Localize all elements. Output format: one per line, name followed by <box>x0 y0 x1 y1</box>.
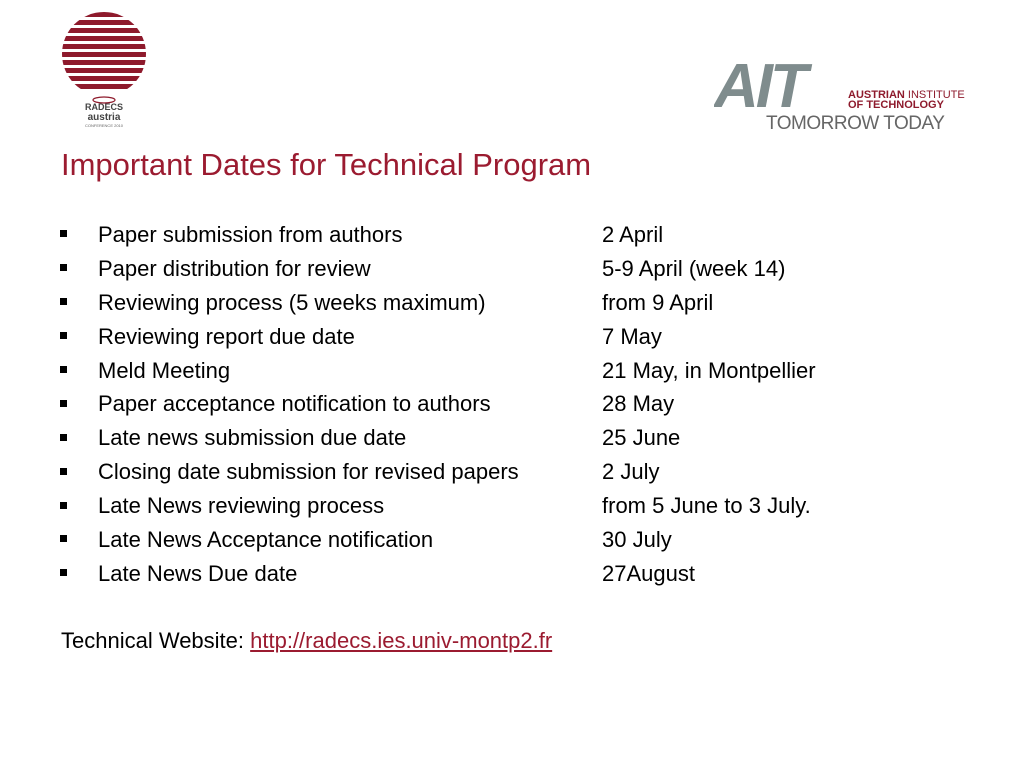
ait-logo-name-line2: OF TECHNOLOGY <box>848 99 944 111</box>
list-item <box>60 557 816 591</box>
item-label: Closing date submission for revised papers <box>98 459 519 485</box>
item-date: 30 July <box>602 527 672 553</box>
item-label: Reviewing process (5 weeks maximum) <box>98 289 486 315</box>
website-label: Technical Website: <box>61 628 251 653</box>
list-item <box>60 387 816 421</box>
item-date: 7 May <box>602 323 662 349</box>
technical-website <box>61 624 552 658</box>
item-label: Meld Meeting <box>98 357 231 383</box>
list-item <box>60 320 816 354</box>
square-bullet-icon <box>60 569 67 576</box>
item-date: 2 July <box>602 459 660 485</box>
item-date: 27August <box>602 560 695 586</box>
website-link[interactable]: http://radecs.ies.univ-montp2.fr <box>250 628 553 653</box>
square-bullet-icon <box>60 298 67 305</box>
item-label: Paper acceptance notification to authors <box>98 391 491 417</box>
square-bullet-icon <box>60 366 67 373</box>
list-item <box>60 489 816 523</box>
list-item <box>60 354 816 388</box>
item-date: 21 May, in Montpellier <box>602 357 816 383</box>
item-label: Reviewing report due date <box>98 323 355 349</box>
item-date: from 5 June to 3 July. <box>602 493 811 519</box>
list-item <box>60 218 816 252</box>
ait-logo <box>714 55 974 135</box>
square-bullet-icon <box>60 535 67 542</box>
radecs-logo <box>58 12 150 132</box>
radecs-logo-country: austria <box>87 112 121 123</box>
ait-logo-name: AUSTRIAN INSTITUTE <box>848 89 965 101</box>
item-label: Late News Acceptance notification <box>98 527 434 553</box>
radecs-globe-icon <box>58 12 150 89</box>
list-item <box>60 252 816 286</box>
item-date: 28 May <box>602 391 675 417</box>
item-label: Paper distribution for review <box>98 255 371 281</box>
item-label: Late News Due date <box>98 560 298 586</box>
item-label: Late news submission due date <box>98 425 407 451</box>
item-date: 2 April <box>602 222 664 247</box>
list-item <box>60 421 816 455</box>
dates-list <box>60 218 816 591</box>
list-item <box>60 286 816 320</box>
square-bullet-icon <box>60 264 67 271</box>
item-date: 5-9 April (week 14) <box>602 255 786 281</box>
radecs-logo-text: RADECS <box>84 102 124 112</box>
item-date: 25 June <box>602 425 681 451</box>
square-bullet-icon <box>60 434 67 441</box>
item-label: Late News reviewing process <box>98 493 385 519</box>
item-date: from 9 April <box>602 289 714 315</box>
list-item <box>60 455 816 489</box>
square-bullet-icon <box>60 468 67 475</box>
page-title: Important Dates for Technical Program <box>61 147 592 182</box>
square-bullet-icon <box>60 400 67 407</box>
square-bullet-icon <box>60 502 67 509</box>
list-item <box>60 523 816 557</box>
item-label: Paper submission from authors <box>98 222 403 247</box>
ait-logo-mark: AIT <box>714 55 805 121</box>
square-bullet-icon <box>60 332 67 339</box>
ait-logo-tagline: TOMORROW TODAY <box>766 113 945 134</box>
radecs-logo-sub: CONFERENCE 2010 <box>84 123 124 128</box>
square-bullet-icon <box>60 230 67 237</box>
